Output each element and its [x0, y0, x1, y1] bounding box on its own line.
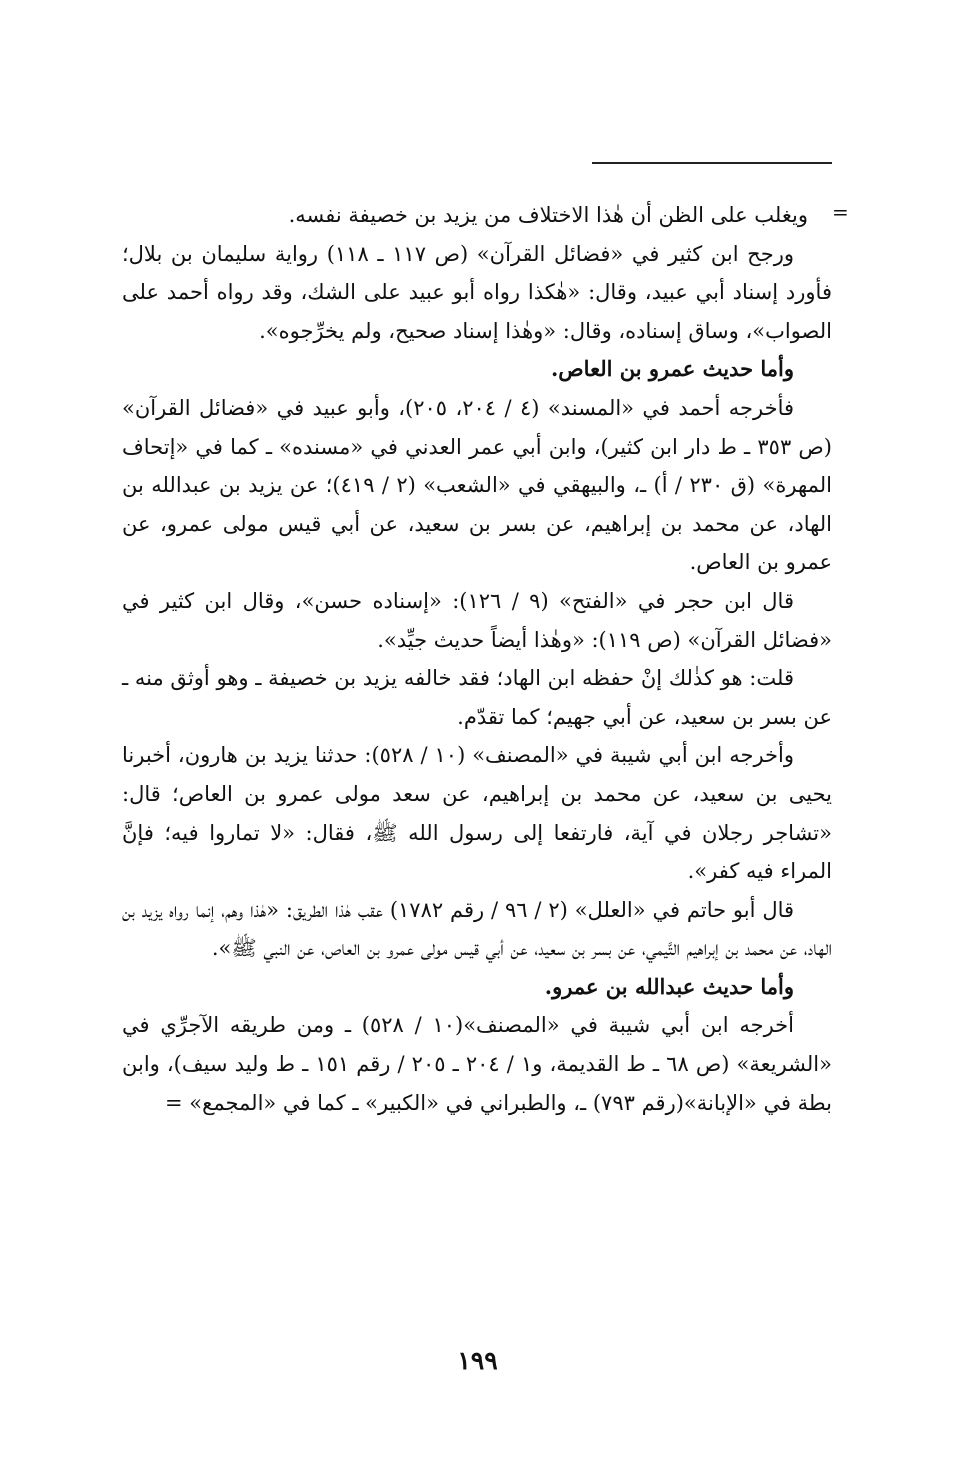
- paragraph-2: ورجح ابن كثير في «فضائل القرآن» (ص ١١٧ ـ ١١٨) رواية سليمان بن بلال؛ فأورد إسناد أبي عبيد، وقال: «هٰكذا رواه أبو عبيد على الشك، وقد رواه أحمد على الصواب»، وساق إسناده، وقال: «وهٰذا إسناد صحيح، ولم يخرِّجوه».: [122, 241, 832, 343]
- paragraph-3: فأخرجه أحمد في «المسند» (٤ / ٢٠٤، ٢٠٥)، وأبو عبيد في «فضائل القرآن» (ص ٣٥٣ ـ ط دار ابن كثير)، وابن أبي عمر العدني في «مسنده» ـ كما في «إتحاف المهرة» (ق ٢٣٠ / أ) ـ، والبيهقي في «الشعب» (٢ / ٤١٩)؛ عن يزيد بن عبدالله بن الهاد، عن محمد بن إبراهيم، عن بسر بن سعيد، عن أبي قيس مولى عمرو، عن عمرو بن العاص.: [122, 395, 833, 575]
- footnote-text-block: [122, 196, 832, 1122]
- page-number: ١٩٩: [457, 1346, 498, 1375]
- continuation-mark: =: [832, 200, 849, 224]
- paragraph-4: قال ابن حجر في «الفتح» (٩ / ١٢٦): «إسناده حسن»، وقال ابن كثير في «فضائل القرآن» (ص ١١٩): «وهٰذا أيضاً حديث جيِّد».: [122, 588, 832, 652]
- paragraph-1: ويغلب على الظن أن هٰذا الاختلاف من يزيد بن خصيفة نفسه.: [288, 203, 808, 227]
- section-heading-abdullah-ibn-amr: وأما حديث عبدالله بن عمرو.: [544, 973, 794, 999]
- paragraph-8: أخرجه ابن أبي شيبة في «المصنف»(١٠ / ٥٢٨) ـ ومن طريقه الآجرِّي في «الشريعة» (ص ٦٨ ـ ط القديمة، و١ / ٢٠٤ ـ ٢٠٥ / رقم ١٥١ ـ ط وليد سيف)، وابن بطة في «الإبانة»(رقم ٧٩٣) ـ، والطبراني في «الكبير» ـ كما في «المجمع» =: [122, 1013, 832, 1115]
- paragraph-6: وأخرجه ابن أبي شيبة في «المصنف» (١٠ / ٥٢٨): حدثنا يزيد بن هارون، أخبرنا يحيى بن سعيد، عن محمد بن إبراهيم، عن سعد مولى عمرو بن العاص؛ قال: «تشاجر رجلان في آية، فارتفعا إلى رسول الله ﷺ، فقال: «لا تماروا فيه؛ فإنَّ المراء فيه كفر».: [122, 743, 832, 884]
- paragraph-7: قال أبو حاتم في «العلل» (٢ / ٩٦ / رقم ١٧٨٢) عقب هٰذا الطريق: «هٰذا وهم، إنما رواه يزيد بن الهاد، عن محمد بن إبراهيم التَّيمي، عن بسر بن سعيد، عن أبي قيس مولى عمرو بن العاص، عن النبي ﷺ».: [122, 897, 832, 961]
- paragraph-5: قلت: هو كذٰلك إنْ حفظه ابن الهاد؛ فقد خالفه يزيد بن خصيفة ـ وهو أوثق منه ـ عن بسر بن سعيد، عن أبي جهيم؛ كما تقدّم.: [122, 666, 832, 729]
- footnote-separator-rule: [592, 162, 832, 164]
- section-heading-amr-ibn-al-as: وأما حديث عمرو بن العاص.: [550, 356, 794, 382]
